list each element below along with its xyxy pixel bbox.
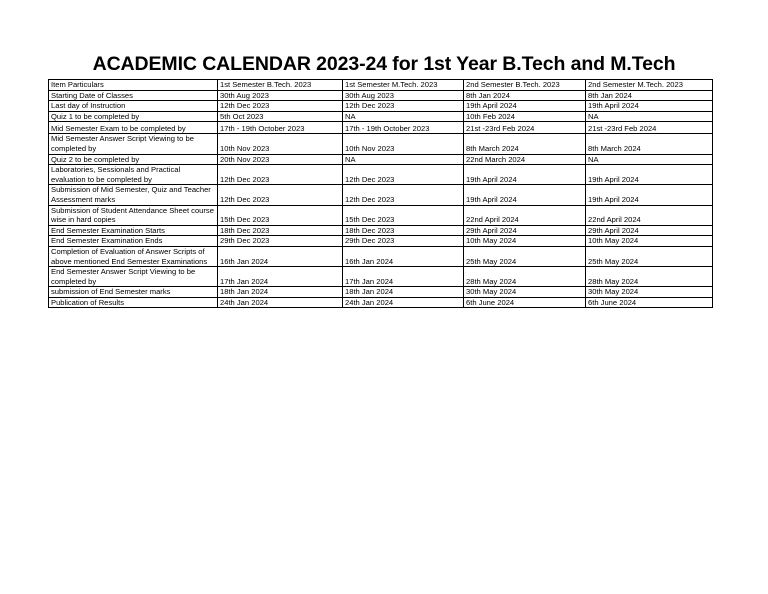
item-cell: Last day of Instruction <box>49 101 218 112</box>
sem1-mtech-cell: 29th Dec 2023 <box>343 236 464 247</box>
sem2-btech-cell: 19th April 2024 <box>464 101 586 112</box>
item-cell: Completion of Evaluation of Answer Scripts of above mentioned End Semester Examinations <box>49 246 218 266</box>
item-cell: Laboratories, Sessionals and Practical evaluation to be completed by <box>49 165 218 185</box>
table-row <box>49 111 713 122</box>
item-cell: Publication of Results <box>49 297 218 308</box>
sem1-mtech-cell: 12th Dec 2023 <box>343 185 464 205</box>
sem1-btech-cell: 29th Dec 2023 <box>218 236 343 247</box>
sem2-btech-cell: 28th May 2024 <box>464 267 586 287</box>
column-header-sem2-mtech: 2nd Semester M.Tech. 2023 <box>586 80 713 91</box>
page-title: ACADEMIC CALENDAR 2023-24 for 1st Year B.Tech and M.Tech <box>92 53 676 75</box>
table-row <box>49 165 713 185</box>
sem1-mtech-cell: NA <box>343 154 464 165</box>
sem1-btech-cell: 18th Jan 2024 <box>218 287 343 298</box>
table-row <box>49 90 713 101</box>
sem2-btech-cell: 8th Jan 2024 <box>464 90 586 101</box>
sem1-mtech-cell: 15th Dec 2023 <box>343 205 464 225</box>
table-row <box>49 225 713 236</box>
sem1-mtech-cell: 17th Jan 2024 <box>343 267 464 287</box>
sem2-btech-cell: 6th June 2024 <box>464 297 586 308</box>
sem2-mtech-cell: 6th June 2024 <box>586 297 713 308</box>
table-row <box>49 246 713 266</box>
item-cell: Starting Date of Classes <box>49 90 218 101</box>
sem2-mtech-cell: 8th March 2024 <box>586 134 713 154</box>
sem1-mtech-cell: 24th Jan 2024 <box>343 297 464 308</box>
column-header-sem1-mtech: 1st Semester M.Tech. 2023 <box>343 80 464 91</box>
sem2-btech-cell: 10th May 2024 <box>464 236 586 247</box>
item-cell: Submission of Mid Semester, Quiz and Teacher Assessment marks <box>49 185 218 205</box>
sem1-mtech-cell: 10th Nov 2023 <box>343 134 464 154</box>
table-row <box>49 154 713 165</box>
sem2-mtech-cell: 10th May 2024 <box>586 236 713 247</box>
sem1-btech-cell: 30th Aug 2023 <box>218 90 343 101</box>
sem2-btech-cell: 10th Feb 2024 <box>464 111 586 122</box>
sem1-mtech-cell: 18th Jan 2024 <box>343 287 464 298</box>
sem2-btech-cell: 30th May 2024 <box>464 287 586 298</box>
sem1-mtech-cell: 12th Dec 2023 <box>343 101 464 112</box>
sem1-mtech-cell: 17th - 19th October 2023 <box>343 122 464 134</box>
table-row <box>49 297 713 308</box>
sem2-btech-cell: 22nd April 2024 <box>464 205 586 225</box>
sem2-mtech-cell: 19th April 2024 <box>586 101 713 112</box>
table-row <box>49 122 713 134</box>
sem2-mtech-cell: 22nd April 2024 <box>586 205 713 225</box>
item-cell: Submission of Student Attendance Sheet course wise in hard copies <box>49 205 218 225</box>
item-cell: Mid Semester Answer Script Viewing to be completed by <box>49 134 218 154</box>
sem1-btech-cell: 16th Jan 2024 <box>218 246 343 266</box>
sem2-mtech-cell: 30th May 2024 <box>586 287 713 298</box>
table-row <box>49 134 713 154</box>
column-header-sem2-btech: 2nd Semester B.Tech. 2023 <box>464 80 586 91</box>
sem2-mtech-cell: 29th April 2024 <box>586 225 713 236</box>
item-cell: submission of End Semester marks <box>49 287 218 298</box>
item-cell: Quiz 2 to be completed by <box>49 154 218 165</box>
sem1-btech-cell: 24th Jan 2024 <box>218 297 343 308</box>
sem1-btech-cell: 18th Dec 2023 <box>218 225 343 236</box>
sem1-mtech-cell: 16th Jan 2024 <box>343 246 464 266</box>
item-cell: End Semester Examination Starts <box>49 225 218 236</box>
table-row <box>49 185 713 205</box>
sem2-btech-cell: 19th April 2024 <box>464 165 586 185</box>
sem2-btech-cell: 22nd March 2024 <box>464 154 586 165</box>
item-cell: End Semester Answer Script Viewing to be completed by <box>49 267 218 287</box>
sem1-mtech-cell: NA <box>343 111 464 122</box>
sem2-btech-cell: 25th May 2024 <box>464 246 586 266</box>
academic-calendar-table <box>48 79 713 308</box>
item-cell: Quiz 1 to be completed by <box>49 111 218 122</box>
table-row <box>49 287 713 298</box>
sem2-mtech-cell: NA <box>586 154 713 165</box>
sem1-btech-cell: 10th Nov 2023 <box>218 134 343 154</box>
sem2-mtech-cell: 25th May 2024 <box>586 246 713 266</box>
table-row <box>49 236 713 247</box>
sem2-mtech-cell: 19th April 2024 <box>586 165 713 185</box>
sem2-mtech-cell: NA <box>586 111 713 122</box>
sem2-btech-cell: 8th March 2024 <box>464 134 586 154</box>
sem1-mtech-cell: 18th Dec 2023 <box>343 225 464 236</box>
table-header-row <box>49 80 713 91</box>
item-cell: Mid Semester Exam to be completed by <box>49 122 218 134</box>
column-header-item: Item Particulars <box>49 80 218 91</box>
sem2-btech-cell: 19th April 2024 <box>464 185 586 205</box>
item-cell: End Semester Examination Ends <box>49 236 218 247</box>
sem2-mtech-cell: 21st -23rd Feb 2024 <box>586 122 713 134</box>
sem2-mtech-cell: 8th Jan 2024 <box>586 90 713 101</box>
sem2-btech-cell: 21st -23rd Feb 2024 <box>464 122 586 134</box>
sem1-mtech-cell: 30th Aug 2023 <box>343 90 464 101</box>
sem1-mtech-cell: 12th Dec 2023 <box>343 165 464 185</box>
sem1-btech-cell: 5th Oct 2023 <box>218 111 343 122</box>
sem1-btech-cell: 17th - 19th October 2023 <box>218 122 343 134</box>
sem1-btech-cell: 15th Dec 2023 <box>218 205 343 225</box>
column-header-sem1-btech: 1st Semester B.Tech. 2023 <box>218 80 343 91</box>
table-row <box>49 205 713 225</box>
table-row <box>49 267 713 287</box>
sem1-btech-cell: 20th Nov 2023 <box>218 154 343 165</box>
table-row <box>49 101 713 112</box>
sem1-btech-cell: 17th Jan 2024 <box>218 267 343 287</box>
sem2-btech-cell: 29th April 2024 <box>464 225 586 236</box>
sem1-btech-cell: 12th Dec 2023 <box>218 185 343 205</box>
sem2-mtech-cell: 28th May 2024 <box>586 267 713 287</box>
sem2-mtech-cell: 19th April 2024 <box>586 185 713 205</box>
sem1-btech-cell: 12th Dec 2023 <box>218 101 343 112</box>
sem1-btech-cell: 12th Dec 2023 <box>218 165 343 185</box>
